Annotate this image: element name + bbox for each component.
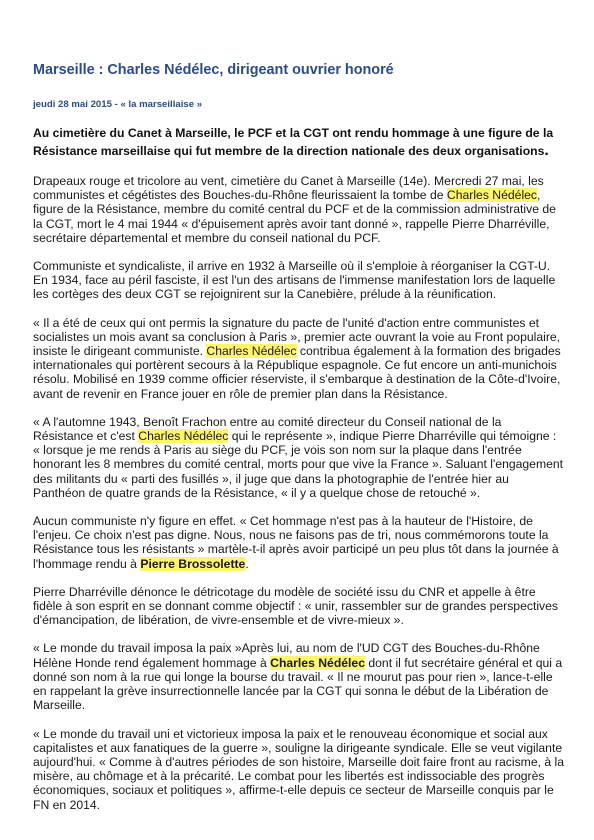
paragraph-text: « Le monde du travail imposa la paix »Après lui, au nom de l'UD CGT des Bouches-du-Rhône Hélène Honde rend également hommage à: [33, 641, 540, 670]
paragraph-text: Aucun communiste n'y figure en effet. « Cet hommage n'est pas à la hauteur de l'Histoire, de l'enjeu. Ce choix n'est pas digne. Nous, nous ne faisons pas de tri, nous commémorons toute la Résistance tous les résistants » martèle-t-il après avoir participé un peu plus tôt dans la journée à l'hommage rendu à: [33, 514, 559, 571]
paragraph-text: « Il a été de ceux qui ont permis la signature du pacte de l'unité d'action entre communistes et socialistes un mois avant sa conclusion à Paris », premier acte ouvrant la voie au Front populaire, insiste le dirigeant communiste.: [33, 315, 561, 359]
article-paragraph: [33, 641, 564, 712]
lead-period: .: [544, 142, 549, 159]
highlighted-name: Charles Nédélec: [138, 429, 229, 444]
article-paragraph: [33, 514, 564, 571]
paragraph-text: contribua également à la formation des brigades internationales qui portèrent secours à la République espagnole. Ce fut encore un anti-munichois résolu. Mobilisé en 1939 comme officier réserviste, il s'embarque à destination de la Côte-d'Ivoire, avant de revenir en France jouer en rôle de premier plan dans la Résistance.: [33, 344, 561, 401]
article-lead: [33, 124, 564, 160]
article-paragraph: [33, 415, 564, 500]
paragraph-text: « A l'automne 1943, Benoît Frachon entre au comité directeur du Conseil national de la Résistance et c'est: [33, 414, 502, 444]
paragraph-text: Pierre Dharréville dénonce le détricotage du modèle de société issu du CNR et appelle à être fidèle à son esprit en se donnant comme objectif : « unir, rassembler sur de grandes perspectives d'émancipation, de libération, de vivre-ensemble et de vivre-mieux ».: [33, 584, 559, 628]
article-paragraph: [33, 727, 564, 812]
paragraph-text: Communiste et syndicaliste, il arrive en 1932 à Marseille où il s'emploie à réorganiser la CGT-U. En 1934, face au péril fasciste, il est l'un des artisans de l'immense manifestation lors de laquelle les cortèges des deux CGT se rejoignirent sur la Canebière, prélude à la réunification.: [33, 259, 556, 302]
highlighted-name: Charles Nédélec: [206, 344, 297, 359]
article-body: [33, 174, 564, 812]
paragraph-text: « Le monde du travail uni et victorieux imposa la paix et le renouveau économique et social aux capitalistes et aux fanatiques de la guerre », souligne la dirigeante syndicale. Elle se veut vigilante aujourd'hui. « Comme à d'autres périodes de son histoire, Marseille doit faire front au racisme, à la misère, au chômage et à la précarité. Le combat pour les libertés est indissociable des progrès économiques, sociaux et politiques », affirme-t-elle depuis ce secteur de Marseille conquis par le FN en 2014.: [33, 726, 565, 812]
article-paragraph: [33, 316, 564, 401]
highlighted-name: Charles Nédélec: [446, 188, 538, 203]
highlighted-name: Charles Nédélec: [270, 655, 365, 670]
article-paragraph: [33, 259, 564, 302]
paragraph-text: , figure de la Résistance, membre du comité central du PCF et de la commission administrative de la CGT, mort le 4 mai 1944 « d'épuisement après avoir tant donné », rappelle Pierre Dharréville, secrétaire départemental et membre du conseil national du PCF.: [33, 188, 556, 245]
paragraph-text: .: [245, 556, 249, 571]
article-paragraph: [33, 585, 564, 628]
paragraph-text: qui le représente », indique Pierre Dharréville qui témoigne : « lorsque je me rends à Paris au siège du PCF, je vois son nom sur la plaque dans l'entrée honorant les 8 membres du comité central, morts pour que vive la France ». Saluant l'engagement des militants du « parti des fusillés », il juge que dans la photographie de l'entrée hier au Panthéon de quatre grands de la Résistance, « il y a quelque chose de retouché ».: [33, 429, 564, 500]
article-title: Marseille : Charles Nédélec, dirigeant ouvrier honoré: [33, 62, 394, 78]
lead-text: Au cimetière du Canet à Marseille, le PCF et la CGT ont rendu hommage à une figure de la Résistance marseillaise qui fut membre de la direction nationale des deux organisations: [33, 126, 554, 158]
highlighted-name: Pierre Brossolette: [140, 556, 246, 571]
article-date-source: jeudi 28 mai 2015 - « la marseillaise »: [33, 99, 203, 110]
paragraph-text: Drapeaux rouge et tricolore au vent, cimetière du Canet à Marseille (14e). Mercredi 27 mai, les communistes et cégétistes des Bouches-du-Rhône fleurissaient la tombe de: [33, 174, 544, 203]
paragraph-text: dont il fut secrétaire général et qui a donné son nom à la rue qui longe la bourse du travail. « Il ne mourut pas pour rien », lance-t-elle en rappelant la grève insurrectionnelle lancée par la CGT qui sonna le début de la Libération de Marseille.: [33, 655, 563, 713]
article-paragraph: [33, 174, 564, 245]
